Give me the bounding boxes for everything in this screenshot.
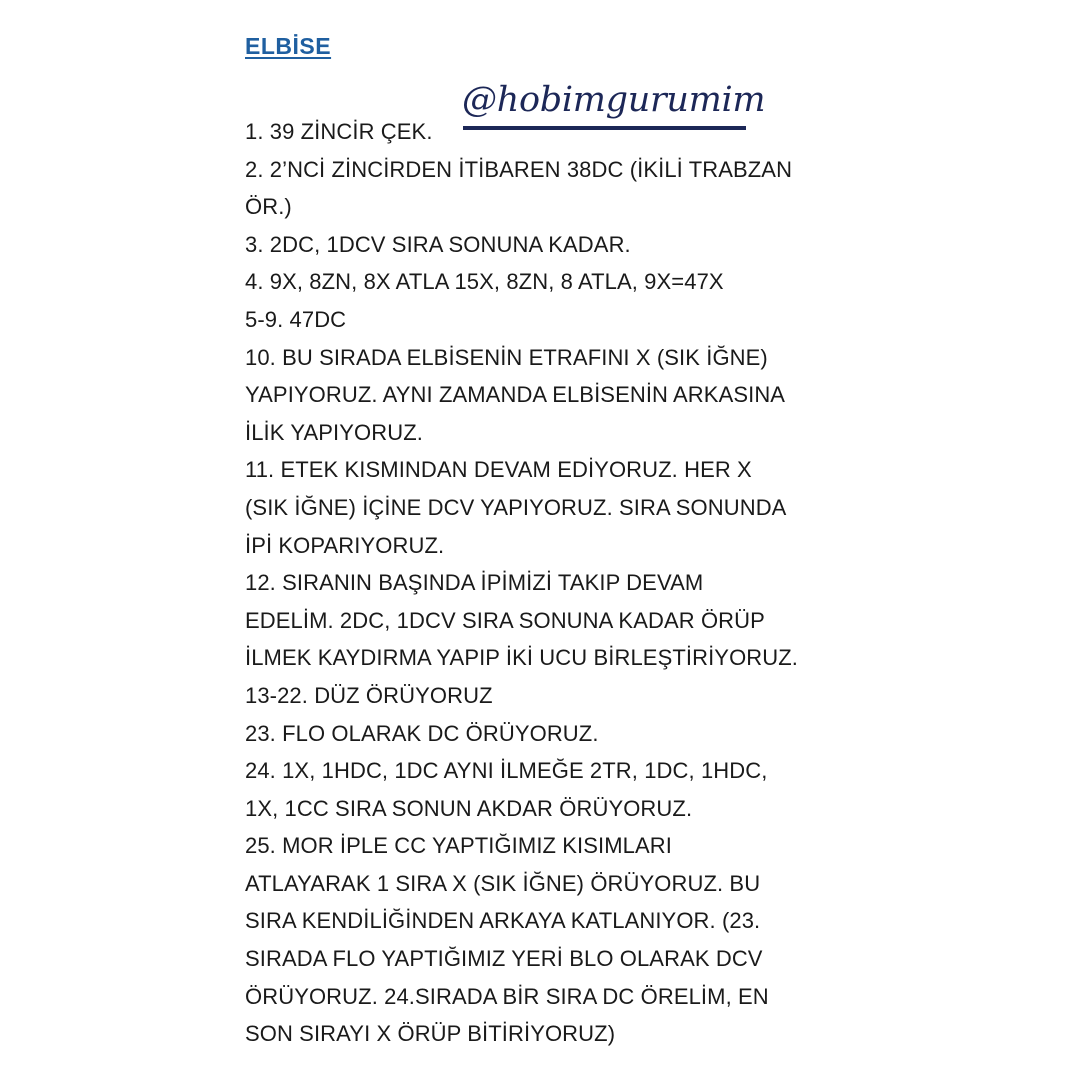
instruction-line: EDELİM. 2DC, 1DCV SIRA SONUNA KADAR ÖRÜP: [245, 607, 765, 633]
instruction-line: (SIK İĞNE) İÇİNE DCV YAPIYORUZ. SIRA SONUNDA: [245, 494, 787, 520]
instruction-line: ÖR.): [245, 194, 292, 220]
instruction-line: 12. SIRANIN BAŞINDA İPİMİZİ TAKIP DEVAM: [245, 570, 704, 596]
watermark-handle: @hobimgurumim: [462, 80, 766, 120]
instruction-line: SIRA KENDİLİĞİNDEN ARKAYA KATLANIYOR. (23.: [245, 908, 761, 934]
instruction-line: 3. 2DC, 1DCV SIRA SONUNA KADAR.: [245, 231, 631, 257]
instruction-line: 4. 9X, 8ZN, 8X ATLA 15X, 8ZN, 8 ATLA, 9X=47X: [245, 269, 724, 295]
instruction-line: 10. BU SIRADA ELBİSENİN ETRAFINI X (SIK İĞNE): [245, 344, 768, 370]
instruction-line: 2. 2’NCİ ZİNCİRDEN İTİBAREN 38DC (İKİLİ TRABZAN: [245, 156, 793, 182]
instruction-list: [245, 113, 845, 1053]
document-title: ELBİSE: [245, 33, 332, 59]
instruction-line: İLMEK KAYDIRMA YAPIP İKİ UCU BİRLEŞTİRİYORUZ.: [245, 645, 799, 671]
instruction-line: 24. 1X, 1HDC, 1DC AYNI İLMEĞE 2TR, 1DC, 1HDC,: [245, 758, 768, 784]
instruction-line: YAPIYORUZ. AYNI ZAMANDA ELBİSENİN ARKASINA: [245, 382, 786, 408]
instruction-line: 1. 39 ZİNCİR ÇEK.: [245, 119, 433, 144]
instruction-line: 11. ETEK KISMINDAN DEVAM EDİYORUZ. HER X: [245, 457, 752, 483]
instruction-line: 23. FLO OLARAK DC ÖRÜYORUZ.: [245, 720, 599, 746]
instruction-line: SIRADA FLO YAPTIĞIMIZ YERİ BLO OLARAK DCV: [245, 946, 763, 972]
instruction-line: ÖRÜYORUZ. 24.SIRADA BİR SIRA DC ÖRELİM, EN: [245, 983, 769, 1009]
instruction-line: ATLAYARAK 1 SIRA X (SIK İĞNE) ÖRÜYORUZ. BU: [245, 870, 761, 896]
instruction-line: 25. MOR İPLE CC YAPTIĞIMIZ KISIMLARI: [245, 833, 672, 859]
instruction-line: İPİ KOPARIYORUZ.: [245, 532, 445, 558]
instruction-line: 1X, 1CC SIRA SONUN AKDAR ÖRÜYORUZ.: [245, 795, 693, 821]
instruction-line: İLİK YAPIYORUZ.: [245, 419, 423, 445]
instruction-line: 13-22. DÜZ ÖRÜYORUZ: [245, 682, 493, 708]
instruction-line: SON SIRAYI X ÖRÜP BİTİRİYORUZ): [245, 1021, 616, 1047]
instruction-line: 5-9. 47DC: [245, 306, 347, 332]
